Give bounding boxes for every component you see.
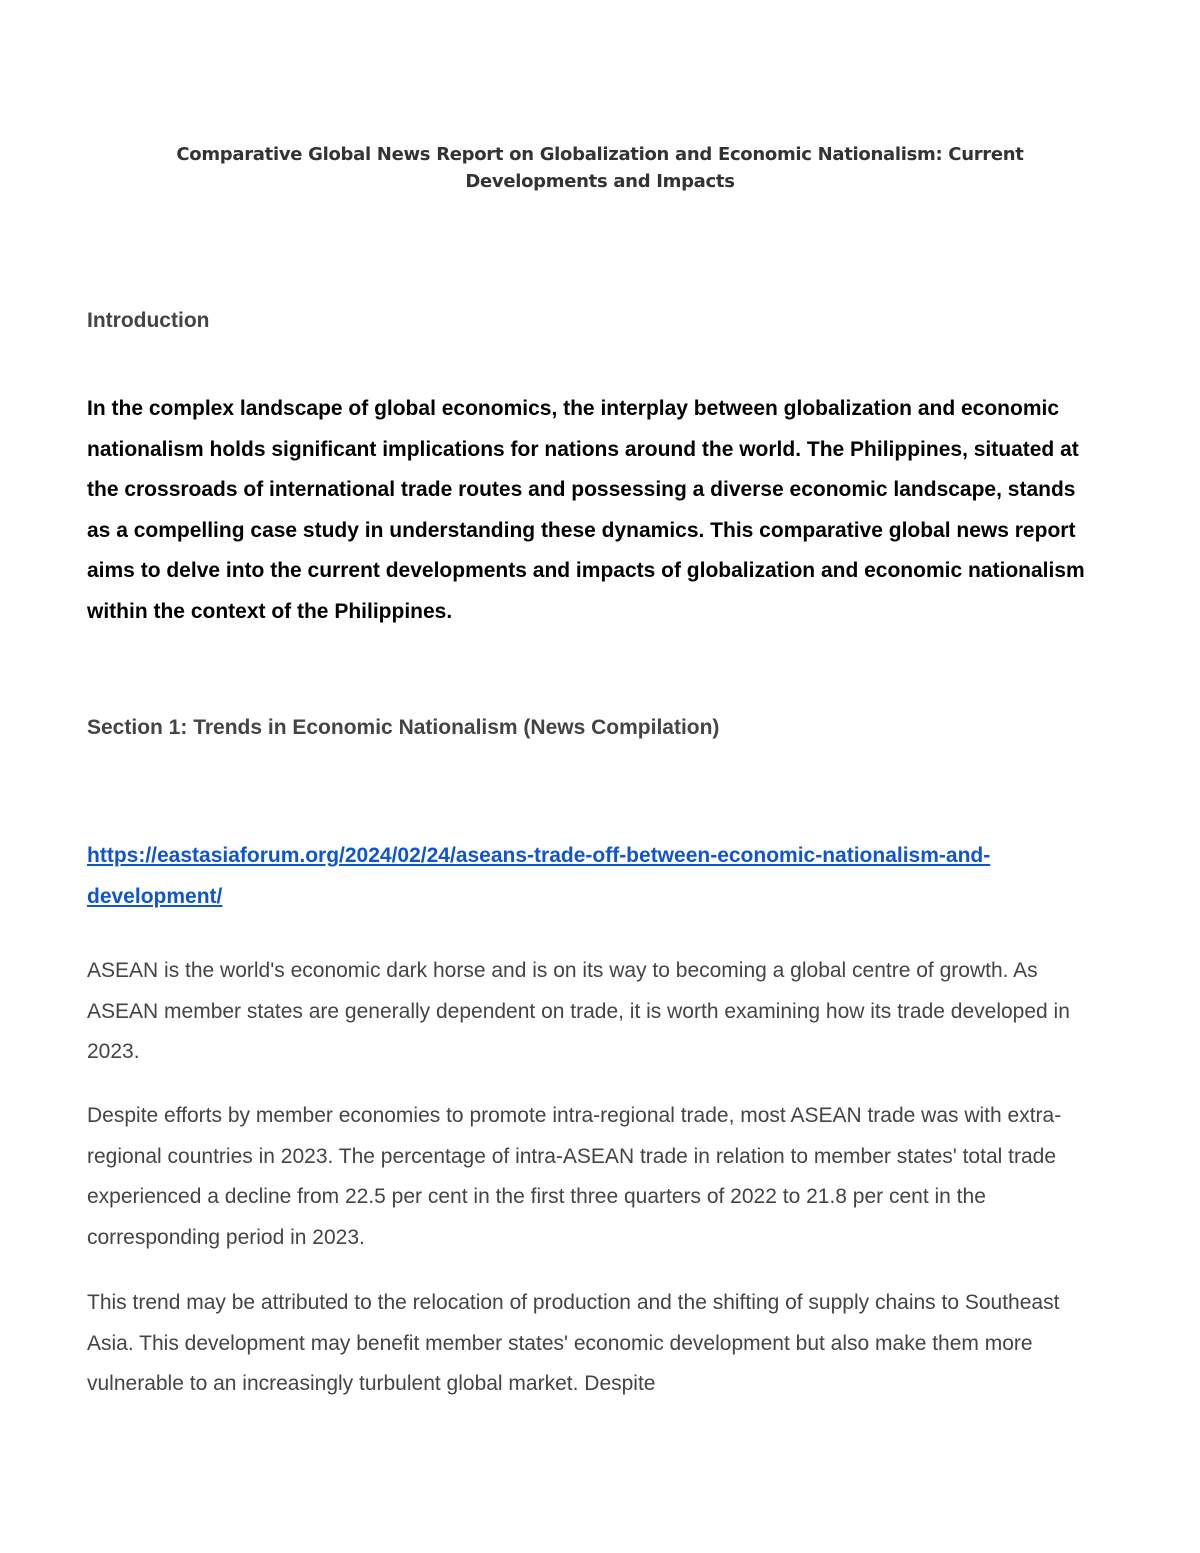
introduction-paragraph: In the complex landscape of global economics, the interplay between globalization and economic nationalism holds significant implications for nations around the world. The Philippines, situated at the crossroads of international trade routes and possessing a diverse economic landscape, stands as a compelling case study in understanding these dynamics. This comparative global news report aims to delve into the current developments and impacts of globalization and economic nationalism within the context of the Philippines. (87, 397, 1085, 623)
document-title: Comparative Global News Report on Globalization and Economic Nationalism: Current Developments and Impacts (176, 144, 1024, 192)
body-paragraph-2: Despite efforts by member economies to promote intra-regional trade, most ASEAN trade was with extra-regional countries in 2023. The percentage of intra-ASEAN trade in relation to member states' total trade experienced a decline from 22.5 per cent in the first three quarters of 2022 to 21.8 per cent in the corresponding period in 2023. (87, 1104, 1062, 1249)
body-paragraph-1: ASEAN is the world's economic dark horse and is on its way to becoming a global centre of growth. As ASEAN member states are generally dependent on trade, it is worth examining how its trade developed in 2023. (87, 959, 1070, 1064)
body-paragraph-3: This trend may be attributed to the relocation of production and the shifting of supply chains to Southeast Asia. This development may benefit member states' economic development but also make them more vulnerable to an increasingly turbulent global market. Despite (87, 1291, 1060, 1396)
source-link[interactable]: https://eastasiaforum.org/2024/02/24/aseans-trade-off-between-economic-nationalism-and-development/ (87, 844, 991, 908)
section-1-heading: Section 1: Trends in Economic Nationalism (News Compilation) (87, 716, 720, 739)
introduction-heading: Introduction (87, 309, 210, 332)
